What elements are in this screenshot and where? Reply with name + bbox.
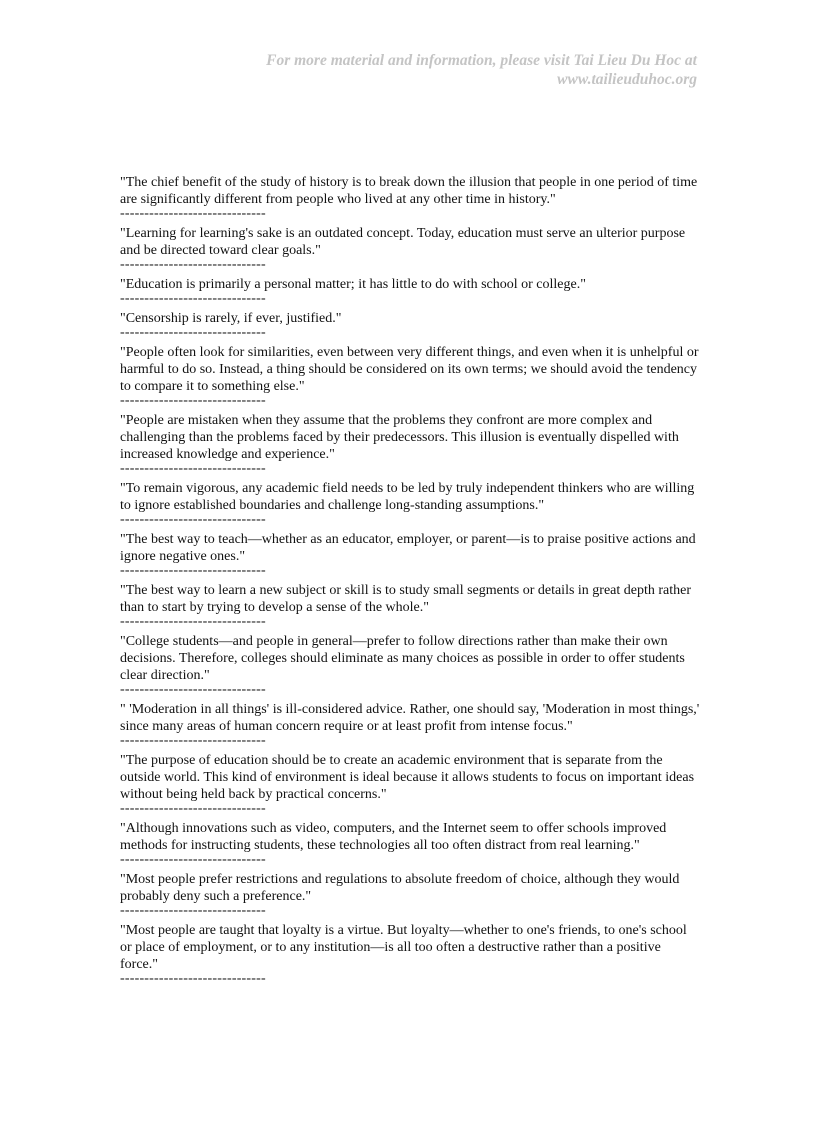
header-line-2: www.tailieuduhoc.org (557, 71, 697, 88)
quote-text: "The chief benefit of the study of history is to break down the illusion that people in one period of time are significantly different from people who lived at any other time in history." (120, 175, 698, 207)
separator-line: ------------------------------ (120, 463, 266, 476)
quote-text: "Censorship is rarely, if ever, justified." (120, 311, 342, 326)
separator-line: ------------------------------ (120, 973, 266, 986)
list-item (120, 701, 700, 752)
header-line-1: For more material and information, please visit Tai Lieu Du Hoc at (266, 52, 697, 69)
list-item (120, 225, 700, 276)
quote-text: "Learning for learning's sake is an outdated concept. Today, education must serve an ulterior purpose and be directed toward clear goals." (120, 226, 686, 258)
quote-list (120, 174, 700, 990)
list-item (120, 531, 700, 582)
quote-text: "Most people prefer restrictions and regulations to absolute freedom of choice, although they would probably deny such a preference." (120, 872, 680, 904)
separator-line: ------------------------------ (120, 616, 266, 629)
list-item (120, 871, 700, 922)
quote-text: "College students—and people in general—prefer to follow directions rather than make their own decisions. Therefore, colleges should eliminate as many choices as possible in order to offer students clear direction." (120, 634, 685, 683)
quote-text: "The best way to learn a new subject or skill is to study small segments or details in great depth rather than to start by trying to develop a sense of the whole." (120, 583, 692, 615)
separator-line: ------------------------------ (120, 735, 266, 748)
quote-text: "Most people are taught that loyalty is a virtue. But loyalty—whether to one's friends, to one's school or place of employment, or to any institution—is all too often a destructive rather than a positive force." (120, 923, 687, 972)
separator-line: ------------------------------ (120, 514, 266, 527)
quote-text: "Education is primarily a personal matter; it has little to do with school or college." (120, 277, 586, 292)
separator-line: ------------------------------ (120, 905, 266, 918)
separator-line: ------------------------------ (120, 208, 266, 221)
separator-line: ------------------------------ (120, 259, 266, 272)
list-item (120, 310, 700, 344)
quote-text: "To remain vigorous, any academic field needs to be led by truly independent thinkers who are willing to ignore established boundaries and challenge long-standing assumptions." (120, 481, 695, 513)
separator-line: ------------------------------ (120, 395, 266, 408)
separator-line: ------------------------------ (120, 854, 266, 867)
list-item (120, 344, 700, 412)
separator-line: ------------------------------ (120, 684, 266, 697)
quote-text: "The purpose of education should be to create an academic environment that is separate from the outside world. This kind of environment is ideal because it allows students to focus on important ideas without being held back by practical concerns." (120, 753, 695, 802)
list-item (120, 820, 700, 871)
quote-text: "The best way to teach—whether as an educator, employer, or parent—is to praise positive actions and ignore negative ones." (120, 532, 696, 564)
list-item (120, 174, 700, 225)
list-item (120, 412, 700, 480)
list-item (120, 582, 700, 633)
list-item (120, 276, 700, 310)
list-item (120, 633, 700, 701)
list-item (120, 922, 700, 990)
quote-text: "People are mistaken when they assume that the problems they confront are more complex and challenging than the problems faced by their predecessors. This illusion is eventually dispelled with increased knowledge and experience." (120, 413, 679, 462)
header-watermark (177, 51, 697, 89)
separator-line: ------------------------------ (120, 565, 266, 578)
list-item (120, 752, 700, 820)
quote-text: "Although innovations such as video, computers, and the Internet seem to offer schools improved methods for instructing students, these technologies all too often distract from real learning." (120, 821, 667, 853)
quote-text: "People often look for similarities, even between very different things, and even when it is unhelpful or harmful to do so. Instead, a thing should be considered on its own terms; we should avoid the tendency to compare it to something else." (120, 345, 699, 394)
quote-text: " 'Moderation in all things' is ill-considered advice. Rather, one should say, 'Moderation in most things,' since many areas of human concern require or at least profit from intense focus." (120, 702, 700, 734)
separator-line: ------------------------------ (120, 293, 266, 306)
list-item (120, 480, 700, 531)
separator-line: ------------------------------ (120, 803, 266, 816)
separator-line: ------------------------------ (120, 327, 266, 340)
